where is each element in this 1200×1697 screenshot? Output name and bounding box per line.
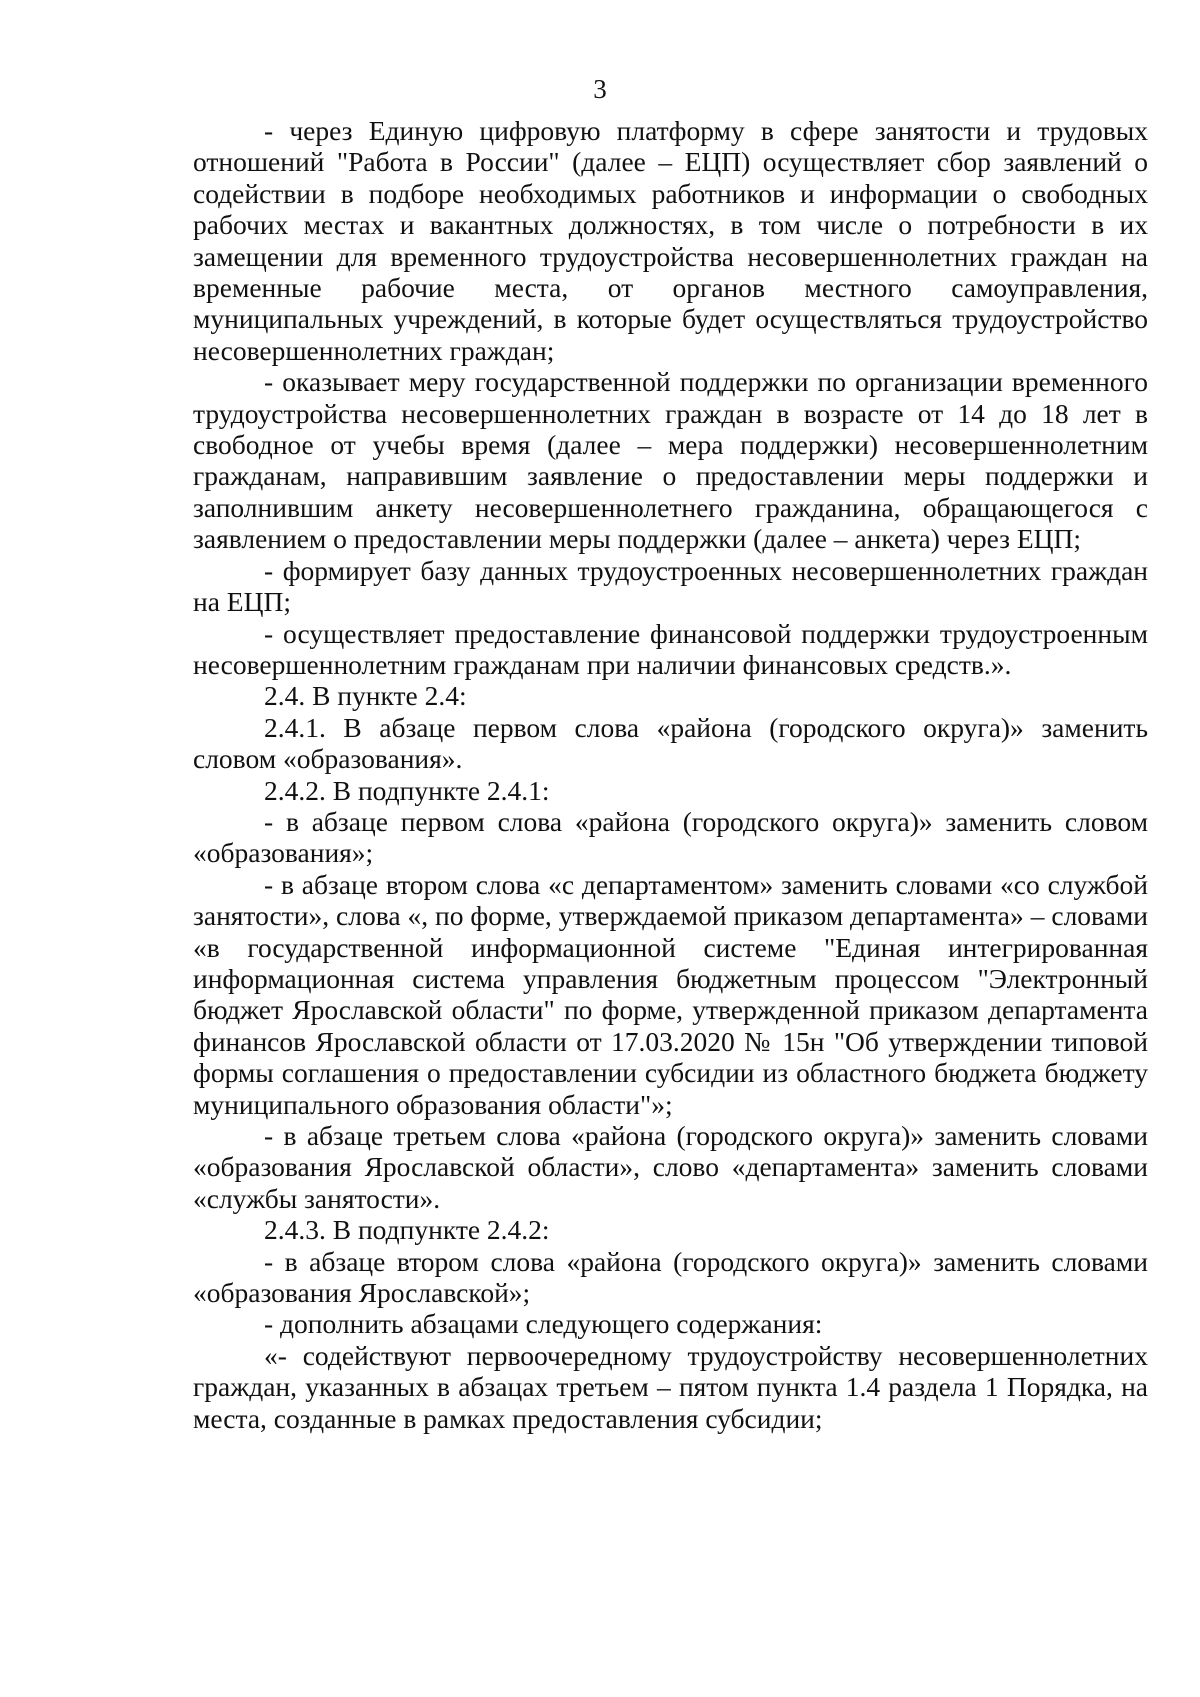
paragraph-support-measure: - оказывает меру государственной поддержки по организации временного трудоустройства несовершеннолетних граждан в возрасте от 14 до 18 лет в свободное от учебы время (далее – мера поддержки) несовершеннолетним гражданам, направившим заявление о предоставлении меры поддержки и заполнившим анкету несовершеннолетнего гражданина, обращающегося с заявлением о предоставлении меры поддержки (далее – анкета) через ЕЦП; (193, 366, 1148, 555)
paragraph-item-2-4-1: 2.4.1. В абзаце первом слова «района (городского округа)» заменить словом «образования». (193, 711, 1148, 775)
paragraph-database: - формирует базу данных трудоустроенных несовершеннолетних граждан на ЕЦП; (193, 554, 1148, 618)
paragraph-item-2-4-3: 2.4.3. В подпункте 2.4.2: (264, 1214, 550, 1246)
paragraph-add-abzatsy: - дополнить абзацами следующего содержания: (264, 1308, 823, 1340)
paragraph-second-abzats: - в абзаце втором слова «с департаментом» заменить словами «со службой занятости», слова «, по форме, утверждаемой приказом департамента» – словами «в государственной информационной системе "Единая интегрированная информационная система управления бюджетным процессом "Электронный бюджет Ярославской области" по форме, утвержденной приказом департамента финансов Ярославской области от 17.03.2020 № 15н "Об утверждении типовой формы соглашения о предоставлении субсидии из областного бюджета бюджету муниципального образования области"»; (193, 868, 1148, 1120)
paragraph-item-2-4: 2.4. В пункте 2.4: (264, 680, 467, 712)
paragraph-third-abzats: - в абзаце третьем слова «района (городского округа)» заменить словами «образования Ярославской области», слово «департамента» заменить словами «службы занятости». (193, 1120, 1148, 1214)
paragraph-priority-employment: «- содействуют первоочередному трудоустройству несовершеннолетних граждан, указанных в абзацах третьем – пятом пункта 1.4 раздела 1 Порядка, на места, созданные в рамках предоставления субсидии; (193, 1339, 1148, 1434)
page-number: 3 (593, 74, 607, 104)
paragraph-financial-support: - осуществляет предоставление финансовой поддержки трудоустроенным несовершеннолетним гражданам при наличии финансовых средств.». (193, 617, 1148, 680)
paragraph-second-abzats-2-4-2: - в абзаце втором слова «района (городского округа)» заменить словами «образования Ярославской»; (193, 1245, 1148, 1309)
paragraph-item-2-4-2: 2.4.2. В подпункте 2.4.1: (264, 774, 550, 806)
paragraph-ecp-collection: - через Единую цифровую платформу в сфере занятости и трудовых отношений "Работа в России" (далее – ЕЦП) осуществляет сбор заявлений о содействии в подборе необходимых работников и информации о свободных рабочих местах и вакантных должностях, в том числе о потребности в их замещении для временного трудоустройства несовершеннолетних граждан на временные рабочие места, от органов местного самоуправления, муниципальных учреждений, в которые будет осуществляться трудоустройство несовершеннолетних граждан; (193, 115, 1148, 366)
paragraph-first-abzats: - в абзаце первом слова «района (городского округа)» заменить словом «образования»; (193, 805, 1148, 869)
document-body (193, 115, 1148, 1434)
